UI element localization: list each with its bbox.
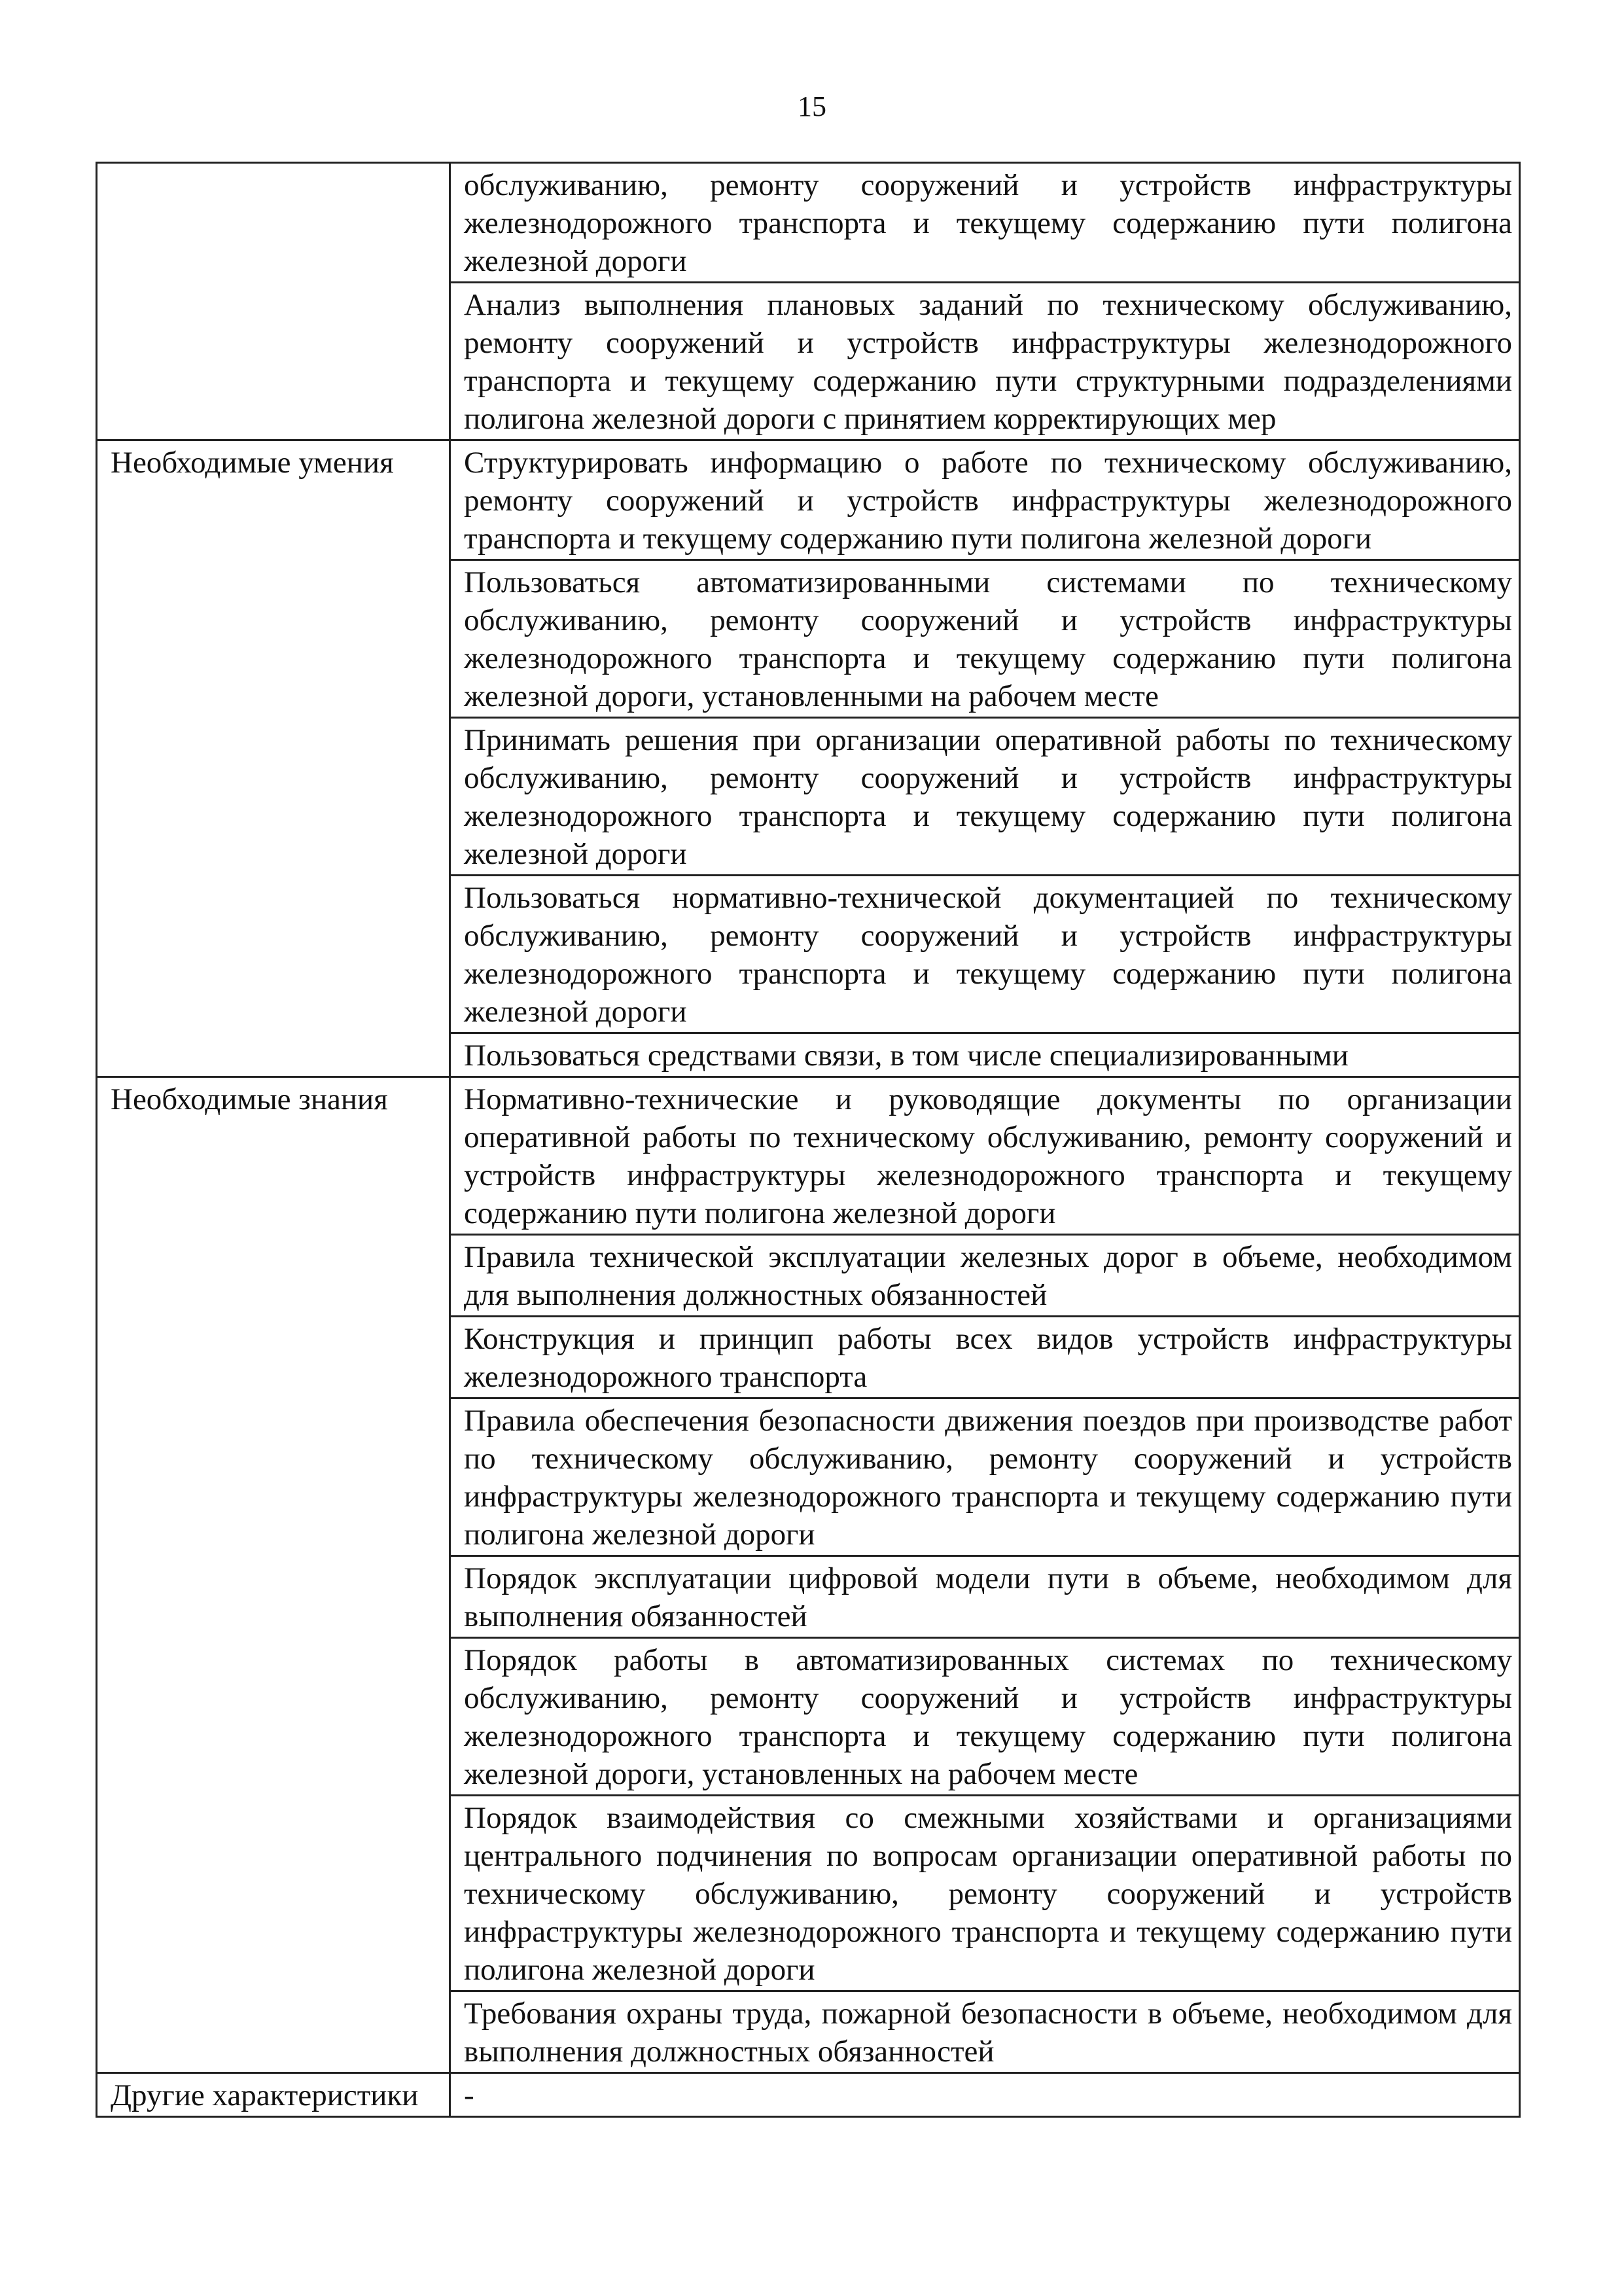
table-row	[97, 2073, 1520, 2117]
table-cell: Порядок взаимодействия со смежными хозяйствами и организациями центрального подчинения по вопросам организации оперативной работы по техническому обслуживанию, ремонту сооружений и устройств инфраструктуры железнодорожного транспорта и текущему содержанию пути полигона железной дороги	[450, 1796, 1520, 1991]
empty-label-cell	[97, 163, 450, 440]
table-cell: Правила технической эксплуатации железных дорог в объеме, необходимом для выполнения должностных обязанностей	[450, 1235, 1520, 1317]
table-cell: Принимать решения при организации оперативной работы по техническому обслуживанию, ремонту сооружений и устройств инфраструктуры железнодорожного транспорта и текущему содержанию пути полигона железной дороги	[450, 718, 1520, 876]
skills-label: Необходимые умения	[97, 440, 450, 1077]
table-cell: Структурировать информацию о работе по техническому обслуживанию, ремонту сооружений и устройств инфраструктуры железнодорожного транспорта и текущему содержанию пути полигона железной дороги	[450, 440, 1520, 560]
table-cell: Пользоваться автоматизированными системами по техническому обслуживанию, ремонту сооружений и устройств инфраструктуры железнодорожного транспорта и текущему содержанию пути полигона железной дороги, установленными на рабочем месте	[450, 560, 1520, 718]
table-cell: Пользоваться нормативно-технической документацией по техническому обслуживанию, ремонту сооружений и устройств инфраструктуры железнодорожного транспорта и текущему содержанию пути полигона железной дороги	[450, 876, 1520, 1033]
other-label: Другие характеристики	[97, 2073, 450, 2117]
table-cell: Порядок эксплуатации цифровой модели пути в объеме, необходимом для выполнения обязанностей	[450, 1556, 1520, 1638]
qualification-table	[96, 162, 1521, 2118]
table-cell: Порядок работы в автоматизированных системах по техническому обслуживанию, ремонту сооружений и устройств инфраструктуры железнодорожного транспорта и текущему содержанию пути полигона железной дороги, установленных на рабочем месте	[450, 1638, 1520, 1796]
table-cell: -	[450, 2073, 1520, 2117]
knowledge-label: Необходимые знания	[97, 1077, 450, 2073]
table-row	[97, 163, 1520, 283]
table-cell: Правила обеспечения безопасности движения поездов при производстве работ по техническому обслуживанию, ремонту сооружений и устройств инфраструктуры железнодорожного транспорта и текущему содержанию пути полигона железной дороги	[450, 1398, 1520, 1556]
table-cell: Конструкция и принцип работы всех видов устройств инфраструктуры железнодорожного транспорта	[450, 1317, 1520, 1398]
table-cell: Требования охраны труда, пожарной безопасности в объеме, необходимом для выполнения должностных обязанностей	[450, 1991, 1520, 2073]
table-cell: обслуживанию, ремонту сооружений и устройств инфраструктуры железнодорожного транспорта и текущему содержанию пути полигона железной дороги	[450, 163, 1520, 283]
page-number: 15	[798, 90, 826, 122]
table-row	[97, 1077, 1520, 1235]
table-cell: Нормативно-технические и руководящие документы по организации оперативной работы по техническому обслуживанию, ремонту сооружений и устройств инфраструктуры железнодорожного транспорта и текущему содержанию пути полигона железной дороги	[450, 1077, 1520, 1235]
table-row	[97, 440, 1520, 560]
table-cell: Пользоваться средствами связи, в том числе специализированными	[450, 1033, 1520, 1077]
table-cell: Анализ выполнения плановых заданий по техническому обслуживанию, ремонту сооружений и устройств инфраструктуры железнодорожного транспорта и текущему содержанию пути структурными подразделениями полигона железной дороги с принятием корректирующих мер	[450, 283, 1520, 440]
